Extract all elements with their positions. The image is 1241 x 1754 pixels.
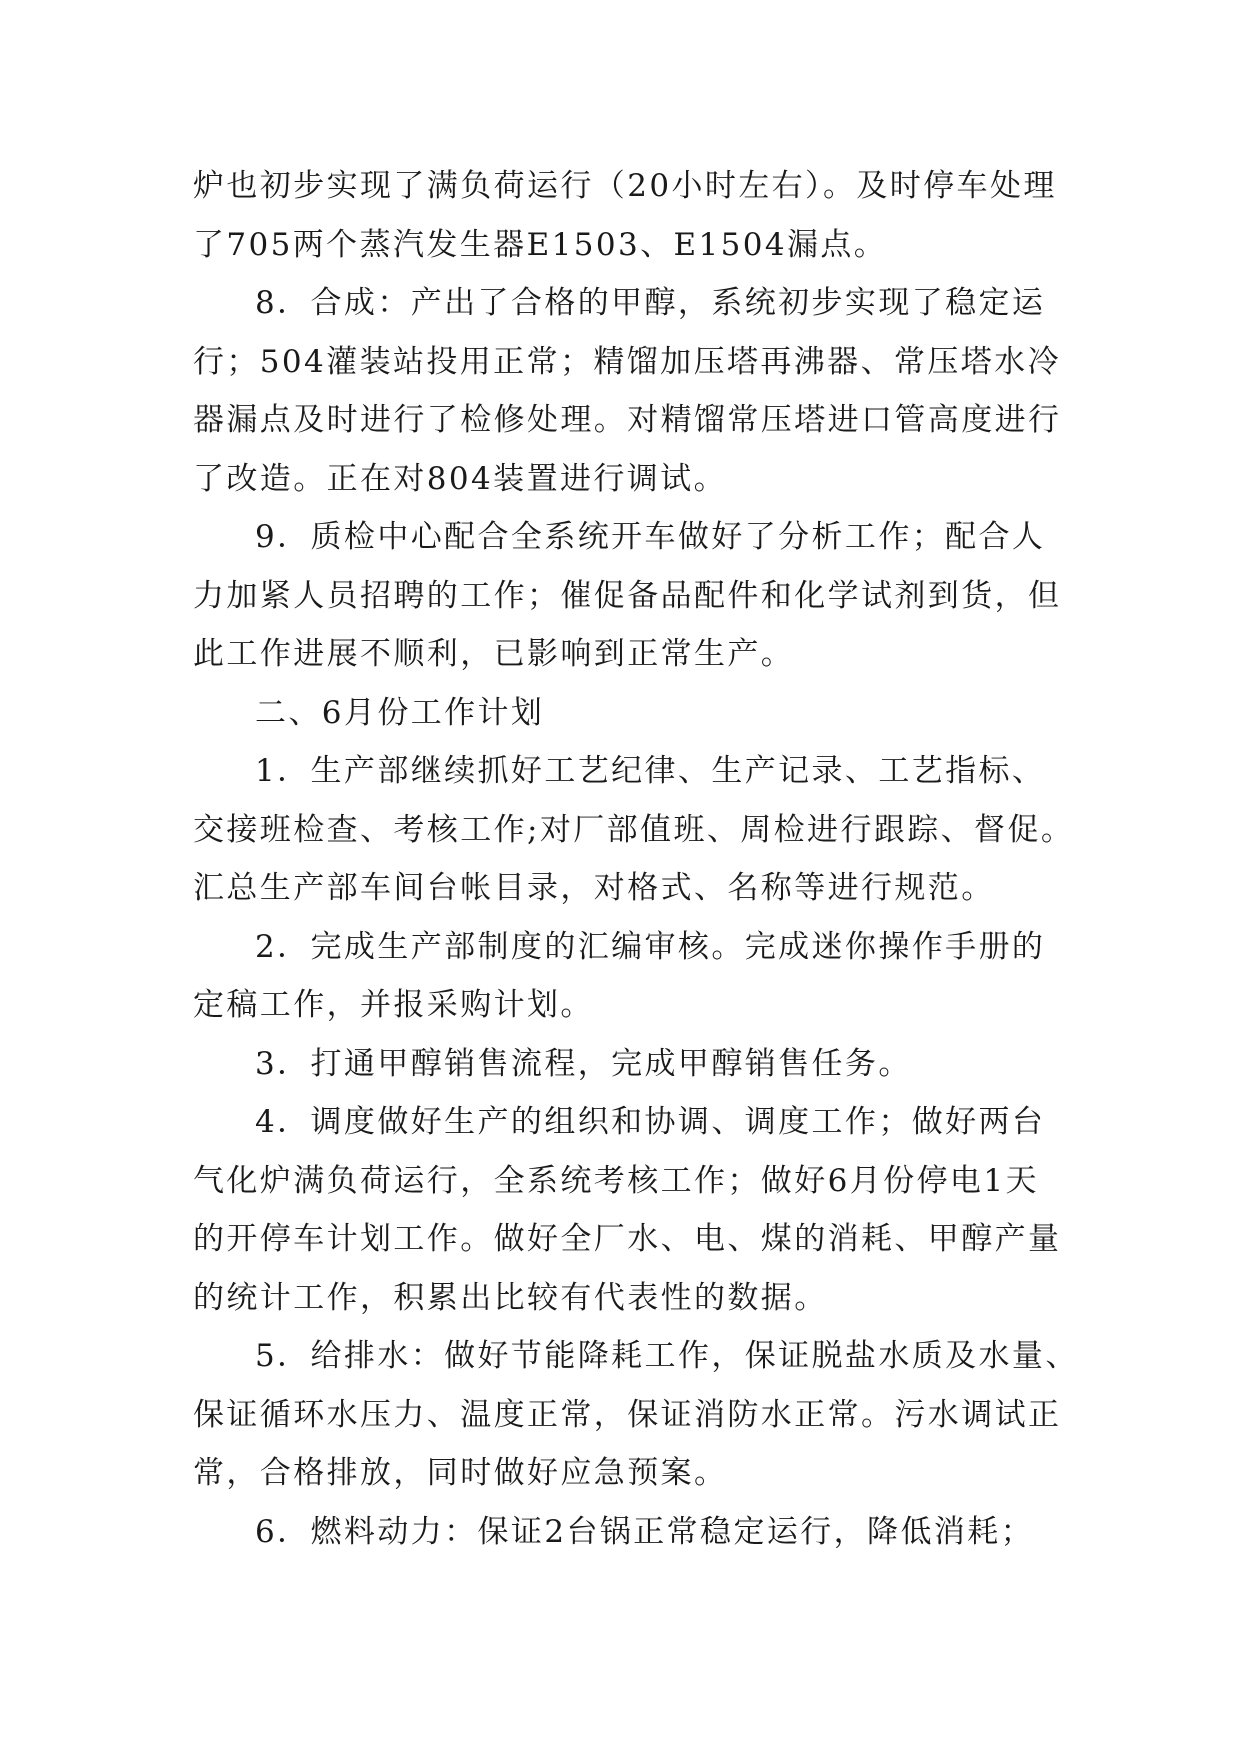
text-line: 1．生产部继续抓好工艺纪律、生产记录、工艺指标、: [255, 753, 1046, 789]
text-line: 气化炉满负荷运行，全系统考核工作；做好6月份停电1天: [193, 1162, 1039, 1199]
text-line: 5．给排水：做好节能降耗工作，保证脱盐水质及水量、: [255, 1338, 1079, 1374]
text-line: 3．打通甲醇销售流程，完成甲醇销售任务。: [255, 1045, 912, 1082]
section-heading: 二、6月份工作计划: [255, 694, 545, 731]
text-line: 定稿工作，并报采购计划。: [193, 987, 594, 1023]
text-line: 的统计工作，积累出比较有代表性的数据。: [193, 1279, 828, 1316]
text-line: 了改造。正在对804装置进行调试。: [193, 460, 727, 497]
text-line: 器漏点及时进行了检修处理。对精馏常压塔进口管高度进行: [193, 402, 1062, 438]
text-line: 保证循环水压力、温度正常，保证消防水正常。污水调试正: [193, 1396, 1062, 1433]
text-line: 的开停车计划工作。做好全厂水、电、煤的消耗、甲醇产量: [193, 1221, 1062, 1257]
text-line: 炉也初步实现了满负荷运行（20小时左右）。及时停车处理: [193, 168, 1057, 204]
text-line: 2．完成生产部制度的汇编审核。完成迷你操作手册的: [255, 928, 1046, 965]
text-line: 常，合格排放，同时做好应急预案。: [193, 1455, 728, 1491]
text-line: 此工作进展不顺利，已影响到正常生产。: [193, 636, 795, 672]
text-line: 了705两个蒸汽发生器E1503、E1504漏点。: [193, 226, 888, 263]
text-line: 9．质检中心配合全系统开车做好了分析工作；配合人: [255, 519, 1046, 555]
text-line: 6．燃料动力：保证2台锅正常稳定运行，降低消耗；: [255, 1513, 1035, 1550]
text-line: 行；504灌装站投用正常；精馏加压塔再沸器、常压塔水冷: [193, 343, 1061, 380]
text-line: 力加紧人员招聘的工作；催促备品配件和化学试剂到货，但: [193, 577, 1062, 614]
text-line: 8．合成：产出了合格的甲醇，系统初步实现了稳定运: [255, 285, 1046, 321]
text-line: 4．调度做好生产的组织和协调、调度工作；做好两台: [255, 1104, 1046, 1140]
text-line: 交接班检查、考核工作;对厂部值班、周检进行跟踪、督促。: [193, 811, 1075, 848]
text-line: 汇总生产部车间台帐目录，对格式、名称等进行规范。: [193, 870, 995, 906]
document-body: [193, 157, 1079, 1561]
